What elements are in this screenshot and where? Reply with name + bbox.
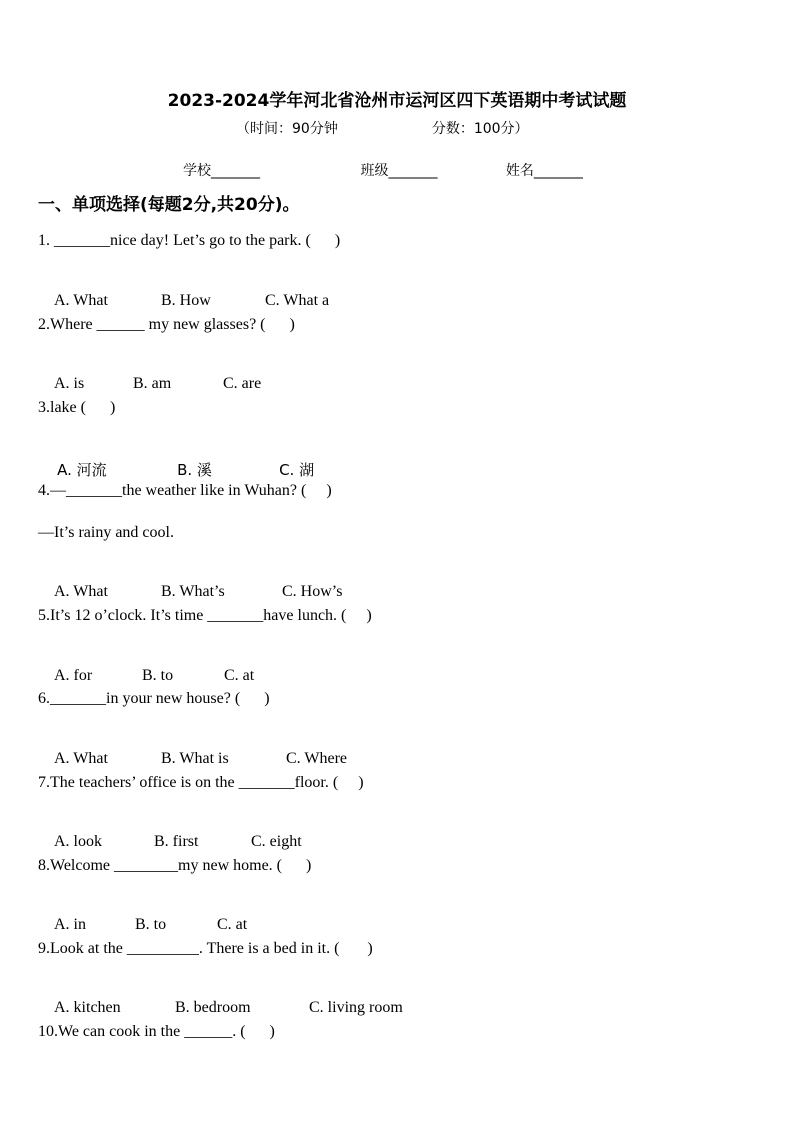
option-c: C. are bbox=[223, 375, 262, 392]
option-c: C. How’s bbox=[282, 583, 343, 600]
question-stem-continued: —It’s rainy and cool. bbox=[38, 524, 174, 541]
question-stem: 6._______in your new house? ( ) bbox=[38, 690, 270, 707]
option-c: C. Where bbox=[286, 750, 348, 767]
option-a: A. What bbox=[54, 750, 108, 767]
option-b: B. What’s bbox=[161, 583, 225, 600]
option-c: C. living room bbox=[309, 999, 403, 1016]
class-field: 班级_______ bbox=[360, 163, 438, 179]
option-b: B. How bbox=[161, 292, 211, 309]
question-stem: 10.We can cook in the ______. ( ) bbox=[38, 1023, 275, 1040]
option-a: A. for bbox=[54, 667, 93, 684]
page-title: 2023-2024学年河北省沧州市运河区四下英语期中考试试题 bbox=[167, 91, 627, 111]
option-c: C. at bbox=[224, 667, 255, 684]
option-b: B. bedroom bbox=[175, 999, 251, 1016]
question-stem: 8.Welcome ________my new home. ( ) bbox=[38, 857, 312, 874]
option-a: A. What bbox=[54, 292, 108, 309]
school-field: 学校_______ bbox=[183, 163, 260, 179]
section-heading: 一、单项选择(每题2分,共20分)。 bbox=[38, 195, 300, 215]
option-a: A. 河流 bbox=[57, 461, 107, 479]
option-a: A. is bbox=[54, 375, 85, 392]
question-stem: 9.Look at the _________. There is a bed in it. ( ) bbox=[38, 940, 373, 957]
exam-time: （时间：90分钟 bbox=[236, 121, 338, 137]
question-stem: 3.lake ( ) bbox=[38, 399, 116, 416]
option-c: C. What a bbox=[265, 292, 330, 309]
option-a: A. in bbox=[54, 916, 86, 933]
option-a: A. kitchen bbox=[54, 999, 121, 1016]
option-b: B. to bbox=[135, 916, 167, 933]
option-b: B. am bbox=[133, 375, 172, 392]
question-stem: 7.The teachers’ office is on the _______floor. ( ) bbox=[38, 774, 364, 791]
option-a: A. look bbox=[54, 833, 102, 850]
exam-score: 分数：100分） bbox=[431, 121, 529, 137]
name-field: 姓名_______ bbox=[505, 163, 583, 179]
question-stem: 2.Where ______ my new glasses? ( ) bbox=[38, 316, 295, 333]
option-c: C. 湖 bbox=[279, 461, 315, 479]
option-b: B. first bbox=[154, 833, 199, 850]
option-b: B. What is bbox=[161, 750, 229, 767]
option-c: C. eight bbox=[251, 833, 302, 850]
option-b: B. 溪 bbox=[177, 461, 212, 479]
question-stem: 4.—_______the weather like in Wuhan? ( ) bbox=[38, 482, 332, 499]
exam-info bbox=[236, 118, 529, 138]
option-b: B. to bbox=[142, 667, 174, 684]
option-a: A. What bbox=[54, 583, 108, 600]
option-c: C. at bbox=[217, 916, 248, 933]
question-stem: 1. _______nice day! Let’s go to the park. ( ) bbox=[38, 232, 341, 249]
student-info-fields bbox=[183, 160, 583, 180]
question-stem: 5.It’s 12 o’clock. It’s time _______have lunch. ( ) bbox=[38, 607, 372, 624]
